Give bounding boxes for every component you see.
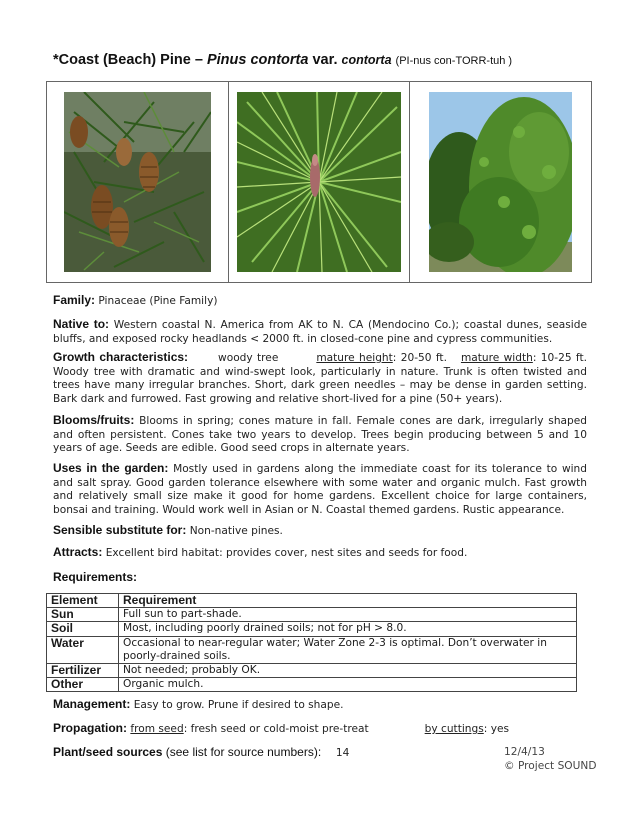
row-requirement: Full sun to part-shade. [119, 608, 577, 622]
pine-tree-photo [429, 92, 572, 272]
revision-date: 12/4/13 [504, 746, 545, 758]
substitute-section [53, 524, 587, 539]
native-section [53, 318, 587, 346]
row-element: Soil [47, 622, 119, 636]
blooms-label: Blooms/fruits: [53, 413, 135, 427]
blooms-value: Blooms in spring; cones mature in fall. Female cones are dark, irregularly shaped and often persistent. Cones take two years to develop. Trees begin producing between 5 and 10 years of age. Seeds are edible. Good seed crops in alternate years. [53, 415, 587, 455]
table-row [47, 608, 577, 622]
substitute-label: Sensible substitute for: [53, 523, 187, 537]
family-label: Family: [53, 293, 96, 307]
table-row [47, 622, 577, 636]
requirements-heading [53, 571, 587, 586]
native-label: Native to: [53, 317, 110, 331]
requirements-table [46, 593, 577, 692]
seed-value: : fresh seed or cold-moist pre-treat [183, 723, 369, 735]
row-requirement: Not needed; probably OK. [119, 664, 577, 678]
management-value: Easy to grow. Prune if desired to shape. [133, 699, 344, 711]
cuttings-label: by cuttings [424, 723, 484, 735]
page-title [53, 52, 613, 68]
seed-label: from seed [130, 723, 184, 735]
family-section [53, 294, 587, 309]
table-row [47, 664, 577, 678]
attracts-label: Attracts: [53, 545, 103, 559]
pine-cones-photo [64, 92, 211, 272]
header-element: Element [47, 594, 119, 608]
propagation-label: Propagation: [53, 721, 127, 735]
attracts-section [53, 546, 587, 561]
blooms-section [53, 414, 587, 456]
growth-text: Woody tree with dramatic and wind-swept look, particularly in nature. Trunk is often twisted and trees have many irregular branches. Short, dark green needles – may be dense in garden setting. Bark dark and furrowed. Fast growing and relative short-lived for a pine (50+ years). [53, 365, 587, 405]
pronunciation: (PI-nus con-TORR-tuh ) [395, 55, 513, 67]
pine-needles-photo [237, 92, 401, 272]
row-element: Other [47, 678, 119, 692]
photo-cell-cones [47, 82, 229, 282]
growth-section [53, 351, 587, 406]
sources-value: 14 [335, 747, 350, 759]
row-requirement: Organic mulch. [119, 678, 577, 692]
growth-label: Growth characteristics: [53, 350, 189, 364]
row-element: Fertilizer [47, 664, 119, 678]
header-requirement: Requirement [119, 594, 577, 608]
family-value: Pinaceae (Pine Family) [98, 295, 218, 307]
row-element: Sun [47, 608, 119, 622]
sources-note: (see list for source numbers): [165, 745, 322, 759]
requirements-label: Requirements: [53, 570, 138, 584]
sources-section [53, 746, 493, 761]
management-label: Management: [53, 697, 131, 711]
title-dash: – [194, 52, 203, 68]
copyright-notice: © Project SOUND [504, 760, 597, 772]
mature-width-label: mature width [460, 352, 533, 364]
propagation-section [53, 722, 587, 737]
native-value: Western coastal N. America from AK to N. CA (Mendocino Co.); coastal dunes, seaside bluffs, and exposed rocky headlands < 2000 ft. in closed-cone pine and cypress communities. [53, 319, 587, 345]
table-header-row [47, 594, 577, 608]
substitute-value: Non-native pines. [189, 525, 283, 537]
sources-label: Plant/seed sources [53, 745, 163, 759]
attracts-value: Excellent bird habitat: provides cover, nest sites and seeds for food. [105, 547, 468, 559]
var-abbreviation: var. [312, 52, 338, 68]
table-row [47, 636, 577, 663]
mature-height-label: mature height [316, 352, 393, 364]
variety-name: contorta [341, 53, 392, 67]
photo-cell-needles [229, 82, 411, 282]
growth-type: woody tree [218, 352, 279, 364]
row-requirement: Occasional to near-regular water; Water Zone 2-3 is optimal. Don’t overwater in poorly-drained soils. [119, 636, 577, 663]
uses-value: Mostly used in gardens along the immediate coast for its tolerance to wind and salt spray. Good garden tolerance elsewhere with some water and organic mulch. Fast growth and relatively small size make it good for home gardens. Excellent choice for large containers, bonsai and training. Would work well in Asian or N. Coastal themed gardens. Rustic appearance. [53, 463, 587, 516]
common-name: *Coast (Beach) Pine [53, 52, 191, 68]
scientific-name: Pinus contorta [206, 52, 309, 68]
cuttings-value: : yes [483, 723, 510, 735]
photo-cell-tree [410, 82, 591, 282]
table-row [47, 678, 577, 692]
management-section [53, 698, 587, 713]
uses-section [53, 462, 587, 517]
photo-strip [46, 81, 592, 283]
mature-height-value: : 20-50 ft. [392, 352, 447, 364]
row-element: Water [47, 636, 119, 663]
mature-width-value: : 10-25 ft. [532, 352, 587, 364]
uses-label: Uses in the garden: [53, 461, 169, 475]
row-requirement: Most, including poorly drained soils; not for pH > 8.0. [119, 622, 577, 636]
